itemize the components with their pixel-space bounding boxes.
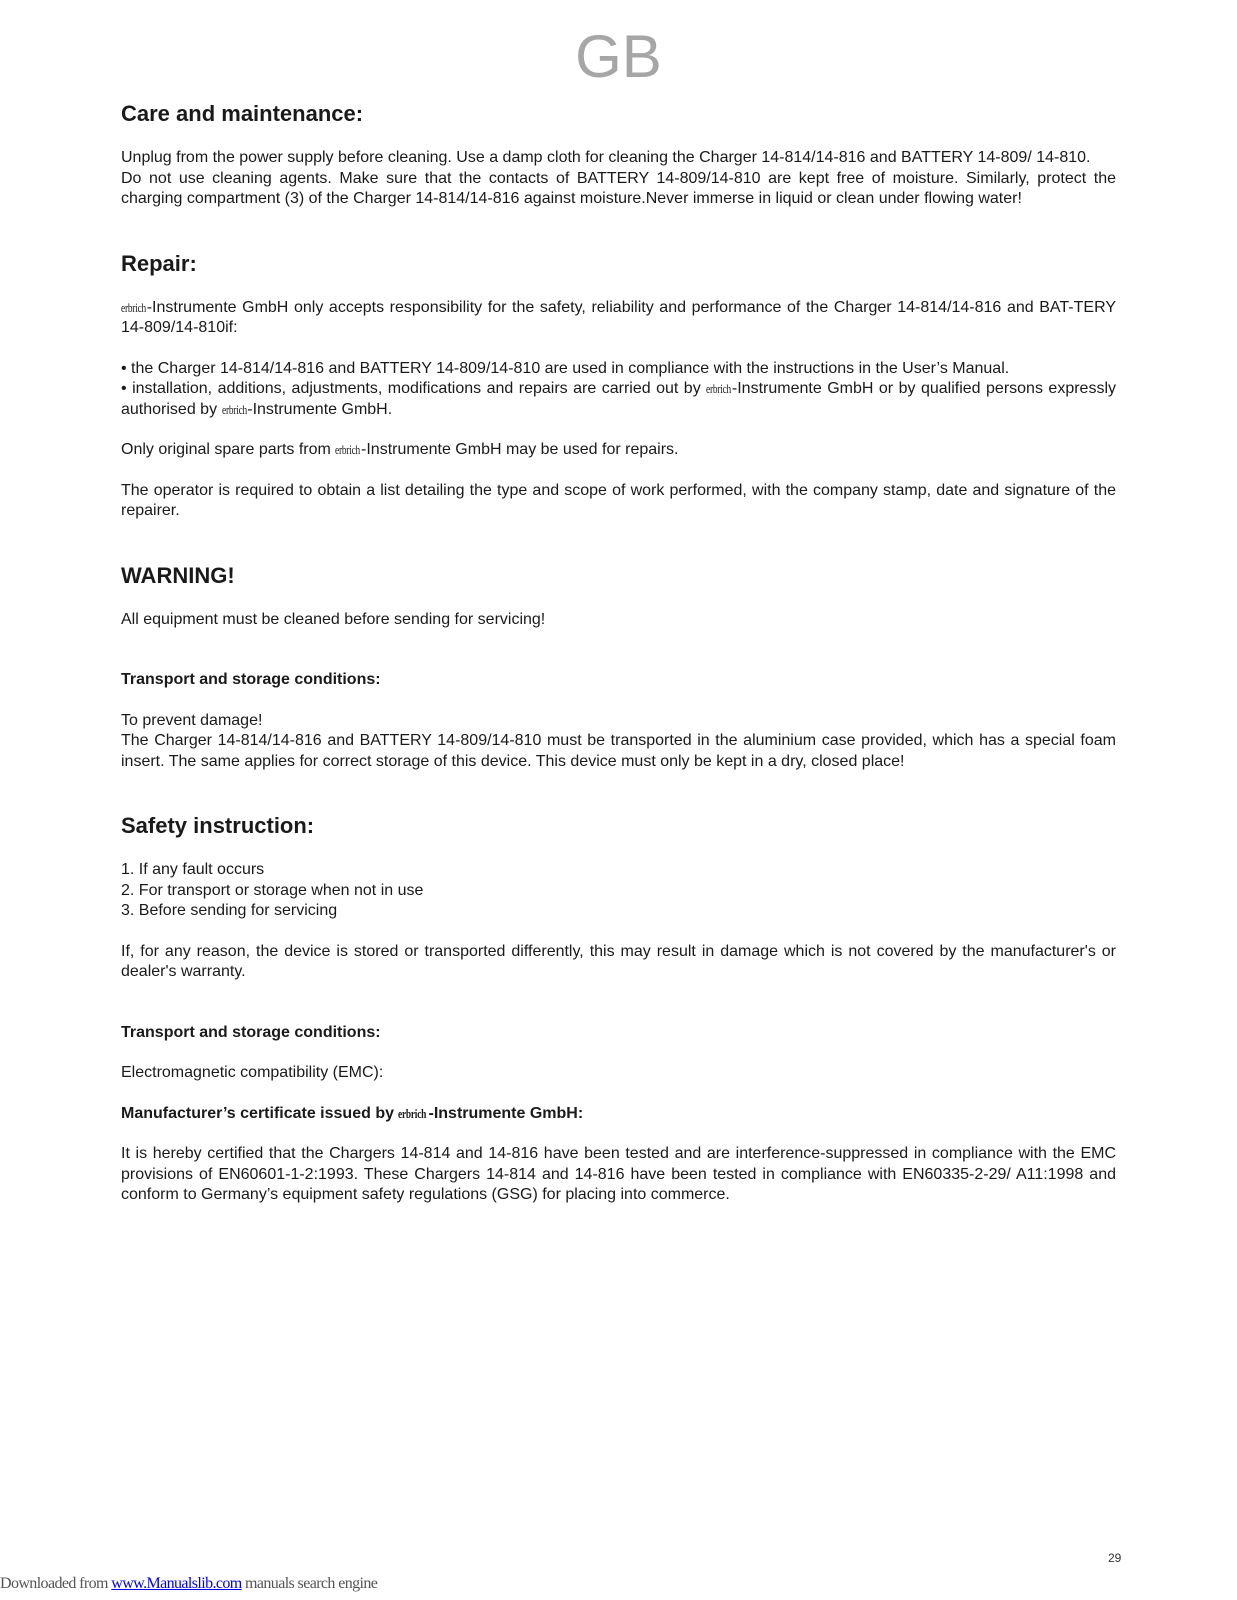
emc-label: Electromagnetic compatibility (EMC): xyxy=(121,1064,384,1081)
certificate-text: It is hereby certified that the Chargers 14-814 and 14-816 have been tested and are interference-suppressed in compliance with the EMC provisions of EN60601-1-2:1993. These Chargers 14-814 and 14-816 have been tested in compliance with EN60335-2-29/ A11:1998 and conform to Germany’s equipment safety regulations (GSG) for placing into commerce. xyxy=(121,1145,1116,1203)
page-number: 29 xyxy=(1108,1551,1122,1565)
download-footer: Downloaded from www.Manualslib.com manuals search engine xyxy=(0,1575,378,1592)
list-item: 3. Before sending for servicing xyxy=(121,902,338,919)
brand-name: erbrich xyxy=(221,401,247,417)
page-content xyxy=(121,100,1116,1206)
transport-heading: Transport and storage conditions: xyxy=(121,671,381,688)
repair-bullet-2: • installation, additions, adjustments, modifications and repairs are carried out by erbrich-Instrumente GmbH or by qualified persons expressly authorised by erbrich-Instrumente GmbH. xyxy=(121,379,1116,420)
brand-name: erbrich xyxy=(335,442,361,457)
care-heading: Care and maintenance: xyxy=(121,101,364,126)
repair-heading: Repair: xyxy=(121,250,197,276)
brand-name: erbrich xyxy=(706,381,732,396)
repair-responsibility: erbrich-Instrumente GmbH only accepts responsibility for the safety, reliability and performance of the Charger 14-814/14-816 and BAT-TERY 14-809/14-810if: xyxy=(121,298,1116,336)
warning-heading: WARNING! xyxy=(121,562,235,588)
manualslib-link[interactable]: www.Manualslib.com xyxy=(111,1575,242,1592)
country-code-header: GB xyxy=(575,23,662,90)
repair-bullet-1: • the Charger 14-814/14-816 and BATTERY 14-809/14-810 are used in compliance with the instructions in the User’s Manual. xyxy=(121,359,1010,377)
list-item: 1. If any fault occurs xyxy=(121,861,265,878)
transport-heading-2: Transport and storage conditions: xyxy=(121,1023,381,1041)
repair-spare-parts: Only original spare parts from erbrich-Instrumente GmbH may be used for repairs. xyxy=(121,440,1116,461)
safety-heading: Safety instruction: xyxy=(121,813,315,838)
brand-name: erbrich xyxy=(398,1105,427,1121)
care-paragraph-2: Do not use cleaning agents. Make sure that the contacts of BATTERY 14-809/14-810 are kept free of moisture. Similarly, protect the charging compartment (3) of the Charger 14-814/14-816 against moisture.Never immerse in liquid or clean under flowing water! xyxy=(121,169,1116,207)
transport-line-1: To prevent damage! xyxy=(121,711,263,729)
safety-note: If, for any reason, the device is stored or transported differently, this may result in damage which is not covered by the manufacturer's or dealer's warranty. xyxy=(121,942,1116,980)
warning-text: All equipment must be cleaned before sending for servicing! xyxy=(121,610,546,628)
care-paragraph-1: Unplug from the power supply before cleaning. Use a damp cloth for cleaning the Charger 14-814/14-816 and BATTERY 14-809/ 14-810. xyxy=(121,149,1091,166)
brand-name: erbrich xyxy=(121,299,146,315)
transport-line-2: The Charger 14-814/14-816 and BATTERY 14-809/14-810 must be transported in the aluminium case provided, which has a special foam insert. The same applies for correct storage of this device. This device must only be kept in a dry, closed place! xyxy=(121,732,1116,770)
list-item: 2. For transport or storage when not in use xyxy=(121,881,424,899)
certificate-heading: Manufacturer’s certificate issued by erbrich -Instrumente GmbH: xyxy=(121,1104,1116,1125)
safety-list xyxy=(121,860,1116,922)
repair-operator-note: The operator is required to obtain a list detailing the type and scope of work performed, with the company stamp, date and signature of the repairer. xyxy=(121,481,1116,519)
